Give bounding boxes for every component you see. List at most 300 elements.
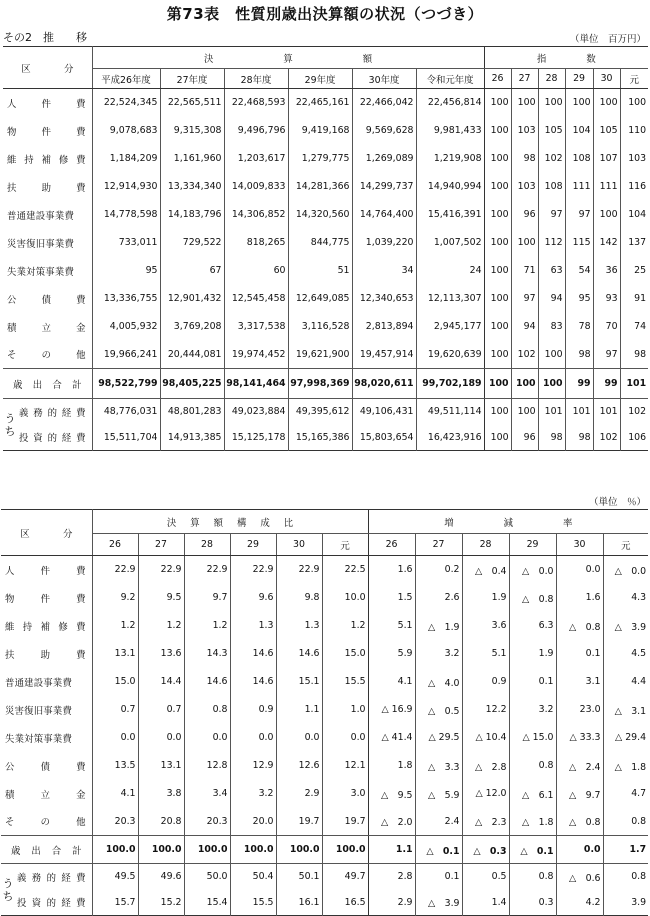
composition-cell: 1.3 xyxy=(230,612,276,640)
growth-cell: 3.2 xyxy=(415,640,462,668)
index-cell: 108 xyxy=(538,173,565,201)
composition-cell: 19.7 xyxy=(276,808,322,836)
growth-year-header: 30 xyxy=(556,534,603,556)
growth-cell: 0.3 xyxy=(509,890,556,916)
amount-cell: 12,113,307 xyxy=(416,285,484,313)
composition-cell: 14.6 xyxy=(230,668,276,696)
composition-cell: 0.8 xyxy=(184,696,230,724)
row-label: 普通建設事業費 xyxy=(7,210,75,222)
composition-cell: 100.0 xyxy=(184,836,230,864)
table-row xyxy=(3,399,648,425)
growth-cell: 3.6 xyxy=(462,612,509,640)
index-cell: 111 xyxy=(565,173,593,201)
index-year-header: 27 xyxy=(511,69,538,89)
growth-cell: △ 33.3 xyxy=(556,724,603,752)
index-cell: 137 xyxy=(620,229,648,257)
growth-cell: 0.8 xyxy=(603,864,648,890)
expenditure-trend-table xyxy=(3,46,648,451)
row-label: 公債費 xyxy=(7,294,86,306)
index-cell: 98 xyxy=(538,425,565,451)
composition-cell: 14.6 xyxy=(276,640,322,668)
index-cell: 100 xyxy=(484,173,511,201)
table-row xyxy=(3,425,648,451)
growth-cell: △ 0.6 xyxy=(556,864,603,890)
composition-year-header: 30 xyxy=(276,534,322,556)
amount-cell: 49,511,114 xyxy=(416,399,484,425)
composition-cell: 22.9 xyxy=(230,556,276,584)
amount-cell: 24 xyxy=(416,257,484,285)
growth-year-header: 28 xyxy=(462,534,509,556)
growth-cell: 5.9 xyxy=(368,640,415,668)
amount-cell: 14,764,400 xyxy=(352,201,416,229)
index-cell: 94 xyxy=(538,285,565,313)
index-cell: 100 xyxy=(484,89,511,117)
amount-cell: 9,419,168 xyxy=(288,117,352,145)
amount-cell: 98,405,225 xyxy=(160,369,224,399)
growth-cell: △ 29.4 xyxy=(603,724,648,752)
table-row xyxy=(1,890,648,916)
composition-cell: 16.5 xyxy=(322,890,368,916)
growth-cell: △ 15.0 xyxy=(509,724,556,752)
composition-cell: 20.3 xyxy=(92,808,138,836)
composition-cell: 100.0 xyxy=(230,836,276,864)
amount-cell: 20,444,081 xyxy=(160,341,224,369)
index-cell: 101 xyxy=(538,399,565,425)
row-label: 物件費 xyxy=(5,593,86,605)
composition-cell: 22.9 xyxy=(92,556,138,584)
index-cell: 100 xyxy=(593,89,620,117)
index-cell: 102 xyxy=(511,341,538,369)
composition-year-header: 27 xyxy=(138,534,184,556)
growth-cell: 0.8 xyxy=(509,752,556,780)
growth-cell: △ 3.9 xyxy=(415,890,462,916)
composition-growth-table xyxy=(1,509,648,916)
row-label: 投資的経費 xyxy=(17,898,86,910)
composition-year-header: 元 xyxy=(322,534,368,556)
growth-cell: 0.5 xyxy=(462,864,509,890)
growth-cell: 5.1 xyxy=(462,640,509,668)
index-cell: 97 xyxy=(565,201,593,229)
composition-cell: 15.2 xyxy=(138,890,184,916)
composition-cell: 0.0 xyxy=(184,724,230,752)
index-cell: 142 xyxy=(593,229,620,257)
index-cell: 107 xyxy=(593,145,620,173)
table-row xyxy=(3,89,648,117)
index-cell: 103 xyxy=(511,117,538,145)
composition-cell: 19.7 xyxy=(322,808,368,836)
growth-year-header: 26 xyxy=(368,534,415,556)
composition-year-header: 29 xyxy=(230,534,276,556)
index-cell: 100 xyxy=(511,89,538,117)
amount-cell: 4,005,932 xyxy=(92,313,160,341)
growth-cell: △ 3.3 xyxy=(415,752,462,780)
composition-cell: 15.1 xyxy=(276,668,322,696)
amount-cell: 2,813,894 xyxy=(352,313,416,341)
growth-group-header: 増減率 xyxy=(368,510,648,534)
amount-cell: 12,914,930 xyxy=(92,173,160,201)
amount-cell: 19,457,914 xyxy=(352,341,416,369)
amount-cell: 818,265 xyxy=(224,229,288,257)
amount-cell: 15,125,178 xyxy=(224,425,288,451)
amount-cell: 97,998,369 xyxy=(288,369,352,399)
amount-cell: 22,468,593 xyxy=(224,89,288,117)
index-cell: 104 xyxy=(565,117,593,145)
index-cell: 101 xyxy=(565,399,593,425)
row-label: 物件費 xyxy=(7,126,86,138)
composition-cell: 3.2 xyxy=(230,780,276,808)
amount-cell: 19,974,452 xyxy=(224,341,288,369)
index-cell: 112 xyxy=(538,229,565,257)
growth-cell: △ 4.0 xyxy=(415,668,462,696)
index-cell: 105 xyxy=(593,117,620,145)
index-cell: 116 xyxy=(620,173,648,201)
amount-cell: 22,565,511 xyxy=(160,89,224,117)
amount-cell: 14,281,366 xyxy=(288,173,352,201)
growth-cell: 4.5 xyxy=(603,640,648,668)
uchi-text: うち xyxy=(4,411,16,438)
composition-year-header: 28 xyxy=(184,534,230,556)
amount-cell: 98,522,799 xyxy=(92,369,160,399)
growth-cell: △ 2.8 xyxy=(462,752,509,780)
amount-cell: 95 xyxy=(92,257,160,285)
composition-cell: 12.6 xyxy=(276,752,322,780)
growth-cell: △ 10.4 xyxy=(462,724,509,752)
growth-cell: 3.1 xyxy=(556,668,603,696)
table-row xyxy=(3,173,648,201)
amount-cell: 22,466,042 xyxy=(352,89,416,117)
index-cell: 105 xyxy=(538,117,565,145)
amount-cell: 22,456,814 xyxy=(416,89,484,117)
composition-cell: 20.0 xyxy=(230,808,276,836)
amount-cell: 9,569,628 xyxy=(352,117,416,145)
index-cell: 71 xyxy=(511,257,538,285)
index-cell: 83 xyxy=(538,313,565,341)
amount-cell: 844,775 xyxy=(288,229,352,257)
composition-cell: 0.7 xyxy=(138,696,184,724)
composition-cell: 12.8 xyxy=(184,752,230,780)
index-cell: 101 xyxy=(593,399,620,425)
amount-cell: 19,966,241 xyxy=(92,341,160,369)
composition-cell: 3.8 xyxy=(138,780,184,808)
section-subtitle: その2 推 移 xyxy=(3,31,87,44)
growth-cell: 0.0 xyxy=(556,556,603,584)
composition-cell: 50.4 xyxy=(230,864,276,890)
year-header: 29年度 xyxy=(288,69,352,89)
index-cell: 100 xyxy=(484,425,511,451)
row-label: 公債費 xyxy=(5,761,86,773)
growth-cell: △ 3.9 xyxy=(603,612,648,640)
amount-cell: 1,039,220 xyxy=(352,229,416,257)
amount-cell: 1,269,089 xyxy=(352,145,416,173)
growth-cell: △ 0.8 xyxy=(509,584,556,612)
uchi-label xyxy=(1,864,15,916)
growth-cell: △ 1.9 xyxy=(415,612,462,640)
growth-cell: 4.1 xyxy=(368,668,415,696)
index-cell: 78 xyxy=(565,313,593,341)
index-cell: 102 xyxy=(593,425,620,451)
amount-cell: 15,511,704 xyxy=(92,425,160,451)
amount-cell: 3,116,528 xyxy=(288,313,352,341)
composition-cell: 15.4 xyxy=(184,890,230,916)
index-cell: 100 xyxy=(538,369,565,399)
growth-cell: △ 1.8 xyxy=(603,752,648,780)
index-cell: 100 xyxy=(620,89,648,117)
year-header: 30年度 xyxy=(352,69,416,89)
growth-cell: 1.5 xyxy=(368,584,415,612)
amount-cell: 3,317,538 xyxy=(224,313,288,341)
growth-cell: 4.7 xyxy=(603,780,648,808)
row-label: 維持補修費 xyxy=(5,621,86,633)
composition-cell: 13.6 xyxy=(138,640,184,668)
table-row xyxy=(1,584,648,612)
composition-cell: 0.0 xyxy=(138,724,184,752)
growth-cell: 1.6 xyxy=(556,584,603,612)
amount-cell: 98,141,464 xyxy=(224,369,288,399)
row-label: 扶助費 xyxy=(5,649,86,661)
table-row xyxy=(1,612,648,640)
index-cell: 100 xyxy=(484,117,511,145)
growth-cell: △ 5.9 xyxy=(415,780,462,808)
composition-cell: 100.0 xyxy=(92,836,138,864)
growth-cell: △ 3.1 xyxy=(603,696,648,724)
growth-cell: 3.9 xyxy=(603,890,648,916)
table-row xyxy=(1,696,648,724)
composition-cell: 2.9 xyxy=(276,780,322,808)
growth-cell: △ 0.1 xyxy=(415,836,462,864)
amount-cell: 1,184,209 xyxy=(92,145,160,173)
growth-cell: △ 41.4 xyxy=(368,724,415,752)
index-cell: 97 xyxy=(593,341,620,369)
index-cell: 100 xyxy=(538,89,565,117)
growth-cell: △ 6.1 xyxy=(509,780,556,808)
amount-cell: 1,161,960 xyxy=(160,145,224,173)
index-cell: 97 xyxy=(511,285,538,313)
growth-cell: △ 1.8 xyxy=(509,808,556,836)
growth-cell: 2.9 xyxy=(368,890,415,916)
composition-cell: 14.6 xyxy=(184,668,230,696)
row-label: 義務的経費 xyxy=(19,407,86,419)
index-cell: 91 xyxy=(620,285,648,313)
composition-cell: 1.2 xyxy=(184,612,230,640)
year-header: 28年度 xyxy=(224,69,288,89)
table-row xyxy=(3,341,648,369)
amount-cell: 19,621,900 xyxy=(288,341,352,369)
amount-cell: 22,524,345 xyxy=(92,89,160,117)
amount-cell: 15,165,386 xyxy=(288,425,352,451)
table-row xyxy=(3,117,648,145)
composition-cell: 9.8 xyxy=(276,584,322,612)
composition-cell: 16.1 xyxy=(276,890,322,916)
amount-cell: 19,620,639 xyxy=(416,341,484,369)
composition-cell: 1.2 xyxy=(138,612,184,640)
growth-cell: △ 0.5 xyxy=(415,696,462,724)
index-cell: 102 xyxy=(620,399,648,425)
amount-cell: 14,320,560 xyxy=(288,201,352,229)
amount-cell: 12,545,458 xyxy=(224,285,288,313)
index-cell: 102 xyxy=(538,145,565,173)
composition-cell: 9.5 xyxy=(138,584,184,612)
amount-cell: 49,395,612 xyxy=(288,399,352,425)
index-cell: 99 xyxy=(593,369,620,399)
index-cell: 63 xyxy=(538,257,565,285)
growth-cell: 3.2 xyxy=(509,696,556,724)
index-cell: 95 xyxy=(565,285,593,313)
index-cell: 96 xyxy=(511,425,538,451)
composition-cell: 9.6 xyxy=(230,584,276,612)
index-cell: 100 xyxy=(511,229,538,257)
row-label: 投資的経費 xyxy=(19,433,86,445)
growth-cell: △ 0.8 xyxy=(556,808,603,836)
composition-cell: 15.5 xyxy=(322,668,368,696)
composition-cell: 22.9 xyxy=(138,556,184,584)
composition-cell: 3.0 xyxy=(322,780,368,808)
table-row xyxy=(3,201,648,229)
amount-cell: 49,106,431 xyxy=(352,399,416,425)
row-label: 普通建設事業費 xyxy=(5,677,73,689)
growth-cell: 4.4 xyxy=(603,668,648,696)
amount-cell: 729,522 xyxy=(160,229,224,257)
growth-cell: 2.6 xyxy=(415,584,462,612)
uchi-text: うち xyxy=(2,876,14,903)
index-cell: 101 xyxy=(620,369,648,399)
composition-cell: 49.7 xyxy=(322,864,368,890)
index-cell: 108 xyxy=(565,145,593,173)
index-cell: 97 xyxy=(538,201,565,229)
index-year-header: 28 xyxy=(538,69,565,89)
composition-cell: 49.5 xyxy=(92,864,138,890)
growth-cell: △ 2.0 xyxy=(368,808,415,836)
amount-cell: 22,465,161 xyxy=(288,89,352,117)
index-group-header: 指数 xyxy=(484,47,648,69)
table-row xyxy=(3,257,648,285)
amount-cell: 16,423,916 xyxy=(416,425,484,451)
index-cell: 100 xyxy=(484,285,511,313)
composition-year-header: 26 xyxy=(92,534,138,556)
growth-cell: △ 16.9 xyxy=(368,696,415,724)
table-row xyxy=(3,145,648,173)
growth-cell: 0.1 xyxy=(509,668,556,696)
table-row xyxy=(1,556,648,584)
amount-cell: 98,020,611 xyxy=(352,369,416,399)
table-row xyxy=(1,668,648,696)
growth-cell: 2.8 xyxy=(368,864,415,890)
growth-cell: △ 9.5 xyxy=(368,780,415,808)
composition-cell: 3.4 xyxy=(184,780,230,808)
amount-cell: 13,334,340 xyxy=(160,173,224,201)
composition-cell: 49.6 xyxy=(138,864,184,890)
table-row xyxy=(3,285,648,313)
growth-cell: 4.2 xyxy=(556,890,603,916)
growth-cell: △ 0.1 xyxy=(509,836,556,864)
row-label: 積立金 xyxy=(5,789,86,801)
kessan-group-header: 決算額 xyxy=(92,47,484,69)
index-cell: 100 xyxy=(484,341,511,369)
composition-cell: 20.3 xyxy=(184,808,230,836)
growth-cell: 0.1 xyxy=(415,864,462,890)
row-label: 災害復旧事業費 xyxy=(7,238,75,250)
index-year-header: 29 xyxy=(565,69,593,89)
table-row xyxy=(1,640,648,668)
index-cell: 96 xyxy=(511,201,538,229)
index-cell: 111 xyxy=(593,173,620,201)
growth-cell: 12.2 xyxy=(462,696,509,724)
index-cell: 100 xyxy=(484,313,511,341)
amount-cell: 48,801,283 xyxy=(160,399,224,425)
composition-cell: 15.7 xyxy=(92,890,138,916)
amount-cell: 12,901,432 xyxy=(160,285,224,313)
composition-cell: 13.1 xyxy=(138,752,184,780)
index-cell: 25 xyxy=(620,257,648,285)
row-label: 歳出合計 xyxy=(1,836,92,864)
index-year-header: 30 xyxy=(593,69,620,89)
row-label: 義務的経費 xyxy=(17,872,86,884)
amount-cell: 9,981,433 xyxy=(416,117,484,145)
index-cell: 115 xyxy=(565,229,593,257)
index-cell: 103 xyxy=(620,145,648,173)
composition-cell: 13.1 xyxy=(92,640,138,668)
composition-cell: 0.0 xyxy=(322,724,368,752)
composition-cell: 22.9 xyxy=(184,556,230,584)
index-cell: 98 xyxy=(565,341,593,369)
kubun-header: 区 分 xyxy=(1,510,92,556)
index-cell: 106 xyxy=(620,425,648,451)
row-label: 災害復旧事業費 xyxy=(5,705,73,717)
row-label: 歳出合計 xyxy=(3,369,92,399)
composition-cell: 50.1 xyxy=(276,864,322,890)
growth-cell: 5.1 xyxy=(368,612,415,640)
row-label: 人件費 xyxy=(5,565,86,577)
unit-label-percent: （単位 ％） xyxy=(588,497,646,508)
growth-cell: 0.8 xyxy=(509,864,556,890)
amount-cell: 99,702,189 xyxy=(416,369,484,399)
row-label: 維持補修費 xyxy=(7,154,86,166)
amount-cell: 14,913,385 xyxy=(160,425,224,451)
table-row xyxy=(1,724,648,752)
composition-cell: 15.0 xyxy=(322,640,368,668)
index-cell: 100 xyxy=(511,369,538,399)
amount-cell: 1,219,908 xyxy=(416,145,484,173)
amount-cell: 2,945,177 xyxy=(416,313,484,341)
amount-cell: 60 xyxy=(224,257,288,285)
index-cell: 104 xyxy=(620,201,648,229)
growth-cell: 1.6 xyxy=(368,556,415,584)
growth-cell: 0.2 xyxy=(415,556,462,584)
amount-cell: 12,649,085 xyxy=(288,285,352,313)
growth-cell: 1.4 xyxy=(462,890,509,916)
index-cell: 98 xyxy=(565,425,593,451)
table-row xyxy=(1,864,648,890)
growth-year-header: 27 xyxy=(415,534,462,556)
composition-cell: 14.3 xyxy=(184,640,230,668)
composition-cell: 50.0 xyxy=(184,864,230,890)
row-label: 失業対策事業費 xyxy=(7,266,75,278)
index-cell: 93 xyxy=(593,285,620,313)
index-cell: 100 xyxy=(593,201,620,229)
table-row xyxy=(1,836,648,864)
growth-cell: △ 2.3 xyxy=(462,808,509,836)
growth-cell: 23.0 xyxy=(556,696,603,724)
table-row xyxy=(1,780,648,808)
composition-cell: 1.3 xyxy=(276,612,322,640)
index-cell: 100 xyxy=(565,89,593,117)
row-label: 人件費 xyxy=(7,98,86,110)
amount-cell: 13,336,755 xyxy=(92,285,160,313)
amount-cell: 14,940,994 xyxy=(416,173,484,201)
year-header: 27年度 xyxy=(160,69,224,89)
index-cell: 74 xyxy=(620,313,648,341)
composition-cell: 0.0 xyxy=(230,724,276,752)
composition-cell: 22.5 xyxy=(322,556,368,584)
